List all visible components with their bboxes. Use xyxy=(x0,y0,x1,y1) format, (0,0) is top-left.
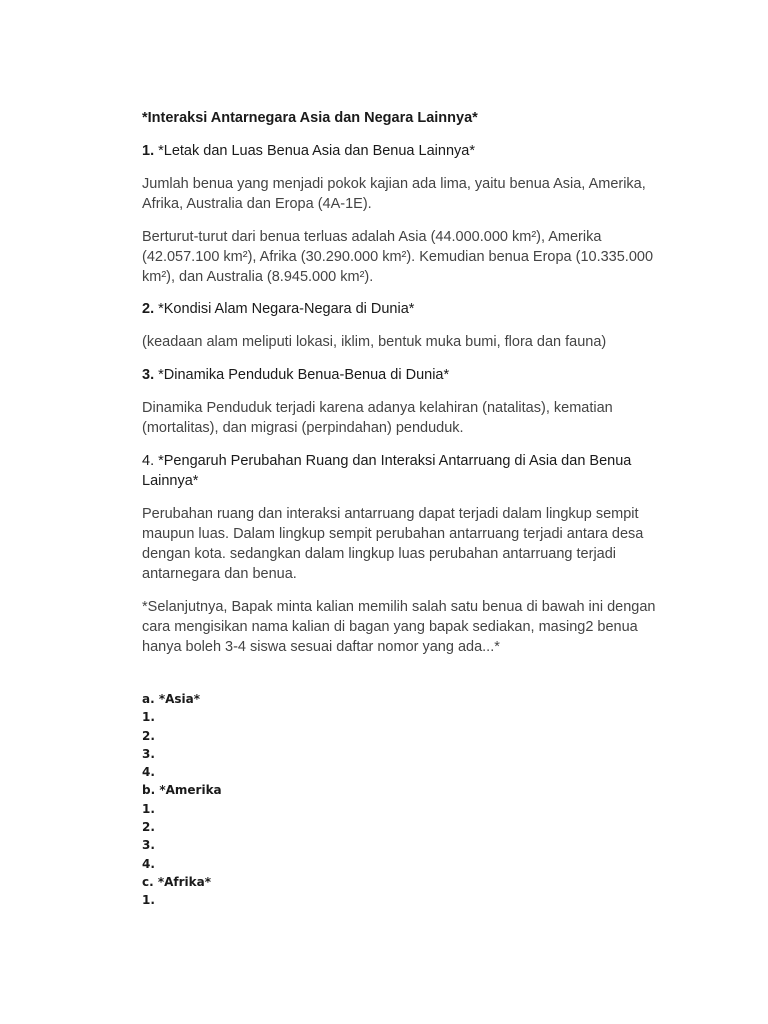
section-4-number: 4. xyxy=(142,453,155,469)
section-1-paragraph-1: Jumlah benua yang menjadi pokok kajian ada lima, yaitu benua Asia, Amerika, Afrika, Australia dan Eropa (4A-1E). xyxy=(142,176,646,212)
section-2-paragraph-1: (keadaan alam meliputi lokasi, iklim, bentuk muka bumi, flora dan fauna) xyxy=(142,334,607,350)
list-item: 4. xyxy=(142,856,155,871)
section-2-title: *Kondisi Alam Negara-Negara di Dunia* xyxy=(154,301,415,317)
list-item: 2. xyxy=(142,820,155,835)
list-item: 1. xyxy=(142,893,155,908)
section-3-title: *Dinamika Penduduk Benua-Benua di Dunia* xyxy=(154,367,450,383)
list-item: b. *Amerika xyxy=(142,783,222,798)
section-1-title: *Letak dan Luas Benua Asia dan Benua Lainnya* xyxy=(154,143,475,159)
section-4-paragraph-1: Perubahan ruang dan interaksi antarruang dapat terjadi dalam lingkup sempit maupun luas. Dalam lingkup sempit perubahan antarruang terjadi antara desa dengan kota. sedangkan dalam lingkup luas perubahan antarruang terjadi antarnegara dan benua. xyxy=(142,506,644,582)
section-1-number: 1. xyxy=(142,143,155,159)
list-item: 1. xyxy=(142,801,155,816)
section-3-heading xyxy=(142,365,668,385)
list-item: a. *Asia* xyxy=(142,692,201,706)
section-2-number: 2. xyxy=(142,301,155,317)
list-item: 1. xyxy=(142,710,155,725)
section-4-title: *Pengaruh Perubahan Ruang dan Interaksi Antarruang di Asia dan Benua Lainnya* xyxy=(142,453,632,489)
section-3-paragraph-1: Dinamika Penduduk terjadi karena adanya kelahiran (natalitas), kematian (mortalitas), dan migrasi (perpindahan) penduduk. xyxy=(142,400,613,436)
section-2-heading xyxy=(142,299,668,319)
spacer xyxy=(142,670,668,690)
section-4-heading xyxy=(142,451,668,491)
section-1-heading xyxy=(142,141,668,161)
section-3-number: 3. xyxy=(142,367,155,383)
document-title: *Interaksi Antarnegara Asia dan Negara Lainnya* xyxy=(142,110,478,126)
list-item: 4. xyxy=(142,765,155,780)
document-page xyxy=(142,108,668,910)
continent-list xyxy=(142,690,668,910)
section-4-paragraph-2: *Selanjutnya, Bapak minta kalian memilih salah satu benua di bawah ini dengan cara mengisikan nama kalian di bagan yang bapak sediakan, masing2 benua hanya boleh 3-4 siswa sesuai daftar nomor yang ada...* xyxy=(142,599,656,655)
section-1-paragraph-2: Berturut-turut dari benua terluas adalah Asia (44.000.000 km²), Amerika (42.057.100 km²), Afrika (30.290.000 km²). Kemudian benua Eropa (10.335.000 km²), dan Australia (8.945.000 km²). xyxy=(142,229,654,285)
list-item: 3. xyxy=(142,746,155,761)
list-item: c. *Afrika* xyxy=(142,874,212,889)
list-item: 2. xyxy=(142,728,155,743)
list-item: 3. xyxy=(142,838,155,853)
